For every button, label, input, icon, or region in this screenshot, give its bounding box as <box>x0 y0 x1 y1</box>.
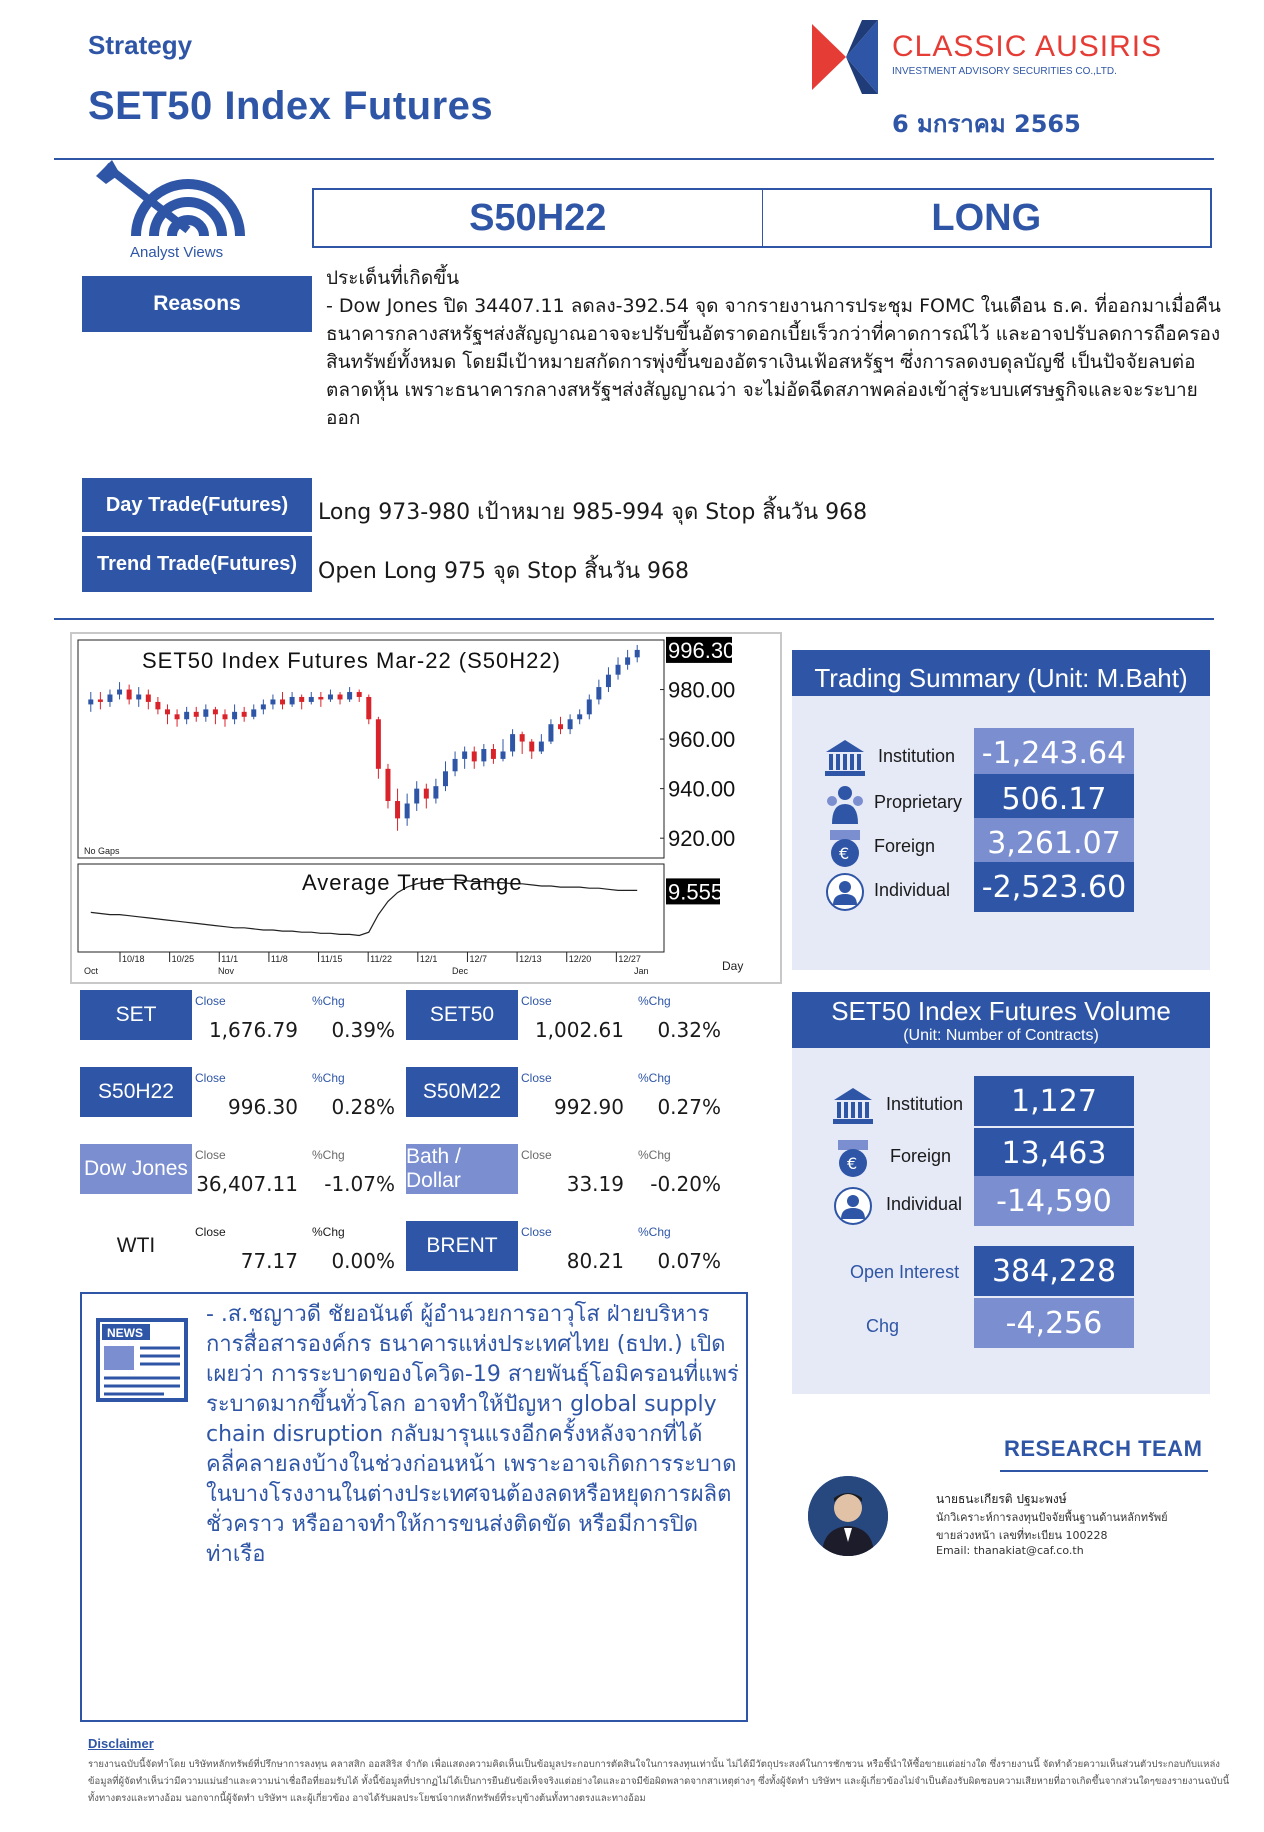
close-caption: Close <box>195 1148 226 1162</box>
news-icon-label: NEWS <box>107 1326 143 1340</box>
chg-caption: %Chg <box>638 1225 671 1239</box>
person-icon <box>822 872 868 912</box>
x-tick-label: 12/1 <box>419 954 438 964</box>
market-chg-value: 0.07% <box>657 1249 721 1273</box>
y-tick-label: 980.00 <box>668 677 736 703</box>
volume-header <box>792 992 1210 1048</box>
analyst-avatar <box>808 1476 888 1556</box>
volume-row-label: Institution <box>886 1094 964 1114</box>
candle-body <box>213 709 218 714</box>
group-icon <box>822 784 868 824</box>
x-tick-label: 11/1 <box>221 954 239 964</box>
volume-row-icon <box>830 1138 876 1178</box>
x-tick-label: 12/20 <box>568 954 592 964</box>
candle-body <box>395 801 400 818</box>
chart-note: No Gaps <box>84 846 120 856</box>
x-tick-label: 11/22 <box>370 954 393 964</box>
candle-body <box>270 699 275 704</box>
candle-body <box>328 695 333 700</box>
candle-body <box>88 699 93 704</box>
chg-label: Chg <box>866 1316 900 1336</box>
x-axis-label: Day <box>722 959 744 973</box>
x-tick-label: 11/15 <box>320 954 343 964</box>
euro-money-icon <box>822 828 868 868</box>
research-team-title: RESEARCH TEAM <box>1004 1436 1203 1461</box>
volume-subtitle: (Unit: Number of Contracts) <box>903 1027 1099 1044</box>
y-tick-label: 940.00 <box>668 776 736 802</box>
trend-trade-text: Open Long 975 จุด Stop สิ้นวัน 968 <box>318 559 689 584</box>
chg-caption: %Chg <box>638 1148 671 1162</box>
candle-body <box>481 749 486 761</box>
day-trade-text: Long 973-980 เป้าหมาย 985-994 จุด Stop สิ้นวัน 968 <box>318 500 868 525</box>
candle-body <box>433 786 438 798</box>
candle-body <box>491 749 496 759</box>
market-tile-name: S50H22 <box>80 1067 192 1117</box>
candle-body <box>318 697 323 699</box>
candle-body <box>184 712 189 719</box>
market-tile-name: SET <box>80 990 192 1040</box>
analyst-views-label: Analyst Views <box>130 244 224 261</box>
close-caption: Close <box>195 994 226 1008</box>
market-chg-value: 0.32% <box>657 1018 721 1042</box>
candle-body <box>443 771 448 786</box>
news-text: - .ส.ชญาวดี ชัยอนันต์ ผู้อำนวยการอาวุโส ฝ่ายบริหารการสื่อสารองค์กร ธนาคารแห่งประเทศไทย (ธปท.) เปิดเผยว่า การระบาดของโควิด-19 สายพันธุ์โอมิครอนที่แพร่ระบาดมากขึ้นทั่วโลก อาจทำให้ปัญหา global supply chain disruption กลับมารุนแรงอีกครั้งหลังจากที่ได้คลี่คลายลงบ้างในช่วงก่อนหน้า เพราะอาจเกิดการระบาดในบางโรงงานในต่างประเทศจนต้องลดหรือหยุดการผลิตชั่วคราว หรืออาจทำให้การขนส่งติดขัด หรือมีการปิดท่าเรือ <box>206 1302 739 1567</box>
candle-body <box>548 724 553 741</box>
summary-row-label: Institution <box>878 746 956 766</box>
volume-row-label: Individual <box>886 1194 963 1214</box>
candle-body <box>357 692 362 697</box>
candle-body <box>98 699 103 701</box>
candle-body <box>165 709 170 714</box>
market-chg-value: -1.07% <box>324 1172 395 1196</box>
y-tick-label: 960.00 <box>668 727 736 753</box>
volume-row-value: 13,463 <box>974 1128 1134 1178</box>
open-interest-label: Open Interest <box>850 1262 960 1282</box>
market-tile-name: Dow Jones <box>80 1144 192 1194</box>
candle-body <box>510 734 515 751</box>
x-tick-label: 12/7 <box>469 954 487 964</box>
candle-body <box>261 704 266 709</box>
candle-body <box>472 751 477 761</box>
euro-money-icon <box>830 1138 876 1178</box>
candle-body <box>175 714 180 719</box>
candle-body <box>309 697 314 702</box>
market-chg-value: 0.00% <box>331 1249 395 1273</box>
day-trade-tag: Day Trade(Futures) <box>82 478 312 532</box>
candle-body <box>501 751 506 758</box>
signal-box <box>312 188 1212 248</box>
section-divider <box>54 618 1214 620</box>
analyst-photo-icon <box>808 1476 888 1556</box>
candle-body <box>558 724 563 729</box>
reasons-heading: ประเด็นที่เกิดขึ้น <box>326 267 460 289</box>
x-month-label: Nov <box>218 966 235 976</box>
market-close-value: 33.19 <box>566 1172 624 1196</box>
summary-row-value: -1,243.64 <box>974 728 1134 778</box>
chg-caption: %Chg <box>638 1071 671 1085</box>
candle-body <box>405 804 410 819</box>
analyst-name: นายธนะเกียรติ ปฐมะพงษ์ <box>936 1492 1067 1506</box>
volume-row-label: Foreign <box>890 1146 952 1166</box>
chg-caption: %Chg <box>312 1071 345 1085</box>
market-tile-name: BRENT <box>406 1221 518 1271</box>
market-chg-value: 0.39% <box>331 1018 395 1042</box>
market-chg-value: 0.28% <box>331 1095 395 1119</box>
candle-body <box>223 714 228 719</box>
market-chg-value: 0.27% <box>657 1095 721 1119</box>
candle-body <box>520 734 525 741</box>
x-tick-label: 10/18 <box>122 954 145 964</box>
candle-body <box>347 692 352 699</box>
atr-title: Average True Range <box>302 870 523 895</box>
brand-name: CLASSIC AUSIRIS <box>892 30 1163 63</box>
candle-body <box>577 714 582 719</box>
market-close-value: 36,407.11 <box>196 1172 298 1196</box>
candle-body <box>529 742 534 752</box>
market-tile-name: S50M22 <box>406 1067 518 1117</box>
research-divider <box>1000 1470 1208 1472</box>
market-close-value: 1,002.61 <box>534 1018 624 1042</box>
candle-body <box>568 719 573 729</box>
company-logo-icon <box>812 20 878 94</box>
chart-canvas <box>72 634 780 982</box>
candle-body <box>280 699 285 704</box>
bank-icon <box>830 1086 876 1126</box>
candle-body <box>232 712 237 719</box>
disclaimer-title: Disclaimer <box>88 1736 154 1751</box>
open-interest-value: 384,228 <box>974 1246 1134 1296</box>
disclaimer-text: รายงานฉบับนี้จัดทำโดย บริษัทหลักทรัพย์ที่ปรึกษาการลงทุน คลาสสิก ออสสิริส จำกัด เพื่อแสดงความคิดเห็นเป็นข้อมูลประกอบการตัดสินใจในการลงทุนเท่านั้น ไม่ได้มีวัตถุประสงค์ในการชักชวน หรือชี้นำให้ซื้อขายแต่อย่างใด ซึ่งรายงานนี้ จัดทำด้วยความเห็นส่วนตัวประกอบกับแหล่งข้อมูลที่ผู้จัดทำเห็นว่ามีความแม่นยำและความน่าเชื่อถือที่ยอมรับได้ ทั้งนี้ข้อมูลที่ปรากฏไม่ได้เป็นการยืนยันข้อเท็จจริงแต่อย่างใดและอาจมีข้อผิดพลาดจากสาเหตุต่างๆ ซึ่งทั้งผู้จัดทำ บริษัทฯ และผู้เกี่ยวข้องไม่จำเป็นต้องรับผิดชอบความเสียหายที่อาจเกิดขึ้นจากส่วนใดๆของรายงานฉบับนี้ทั้งทางตรงและทางอ้อม นอกจากนี้ผู้จัดทำ บริษัทฯ และผู้เกี่ยวข้อง อาจได้รับผลประโยชน์จากหลักทรัพย์ที่ระบุข้างต้นทั้งทางตรงและทางอ้อม <box>88 1759 1230 1804</box>
x-month-label: Jan <box>634 966 649 976</box>
newspaper-icon <box>94 1316 190 1404</box>
trend-trade-tag: Trend Trade(Futures) <box>82 536 312 592</box>
close-caption: Close <box>195 1225 226 1239</box>
market-tile-name: SET50 <box>406 990 518 1040</box>
trading-summary-title: Trading Summary (Unit: M.Baht) <box>792 650 1210 706</box>
volume-row-value: 1,127 <box>974 1076 1134 1126</box>
volume-row-icon <box>830 1186 876 1226</box>
candle-body <box>424 789 429 799</box>
candle-body <box>251 709 256 716</box>
candle-body <box>366 697 371 719</box>
market-close-value: 996.30 <box>228 1095 298 1119</box>
candle-body <box>203 709 208 716</box>
candle-body <box>376 719 381 769</box>
atr-last-label: 9.555 <box>668 879 724 905</box>
candle-body <box>414 789 419 804</box>
candle-body <box>625 657 630 664</box>
candle-body <box>587 699 592 714</box>
x-month-label: Oct <box>84 966 99 976</box>
candle-body <box>242 712 247 717</box>
chg-caption: %Chg <box>312 1148 345 1162</box>
candle-body <box>635 650 640 657</box>
report-date: 6 มกราคม 2565 <box>892 110 1081 138</box>
x-tick-label: 12/27 <box>618 954 641 964</box>
position-signal: LONG <box>931 196 1042 239</box>
x-month-label: Dec <box>452 966 469 976</box>
summary-row-label: Individual <box>874 880 951 900</box>
candle-body <box>107 695 112 702</box>
chg-caption: %Chg <box>312 994 345 1008</box>
candle-body <box>385 769 390 801</box>
candle-body <box>338 695 343 700</box>
summary-row-icon <box>822 828 868 868</box>
svg-text:€: € <box>839 844 850 863</box>
candle-body <box>136 695 141 700</box>
candle-body <box>539 742 544 752</box>
summary-row-icon <box>822 784 868 824</box>
summary-row-label: Proprietary <box>874 792 963 812</box>
analyst-license: ขายล่วงหน้า เลขที่ทะเบียน 100228 <box>936 1529 1108 1542</box>
market-tile-name: WTI <box>116 1234 156 1257</box>
volume-row-value: -14,590 <box>974 1176 1134 1226</box>
chg-caption: %Chg <box>312 1225 345 1239</box>
candle-body <box>194 712 199 717</box>
candle-body <box>127 690 132 700</box>
contract-symbol: S50H22 <box>314 190 763 246</box>
page-title: SET50 Index Futures <box>88 84 494 128</box>
candle-body <box>290 697 295 704</box>
candle-body <box>146 695 151 702</box>
x-tick-label: 10/25 <box>171 954 195 964</box>
close-caption: Close <box>521 994 552 1008</box>
summary-row-value: -2,523.60 <box>974 862 1134 912</box>
market-close-value: 77.17 <box>240 1249 298 1273</box>
reasons-tag: Reasons <box>82 276 312 332</box>
reasons-text <box>326 264 1226 432</box>
summary-row-icon <box>822 738 868 778</box>
bank-icon <box>822 738 868 778</box>
market-close-value: 80.21 <box>566 1249 624 1273</box>
chg-caption: %Chg <box>638 994 671 1008</box>
candle-body <box>606 675 611 687</box>
section-label: Strategy <box>88 30 193 60</box>
chg-value: -4,256 <box>974 1298 1134 1348</box>
candle-body <box>453 759 458 771</box>
svg-text:€: € <box>847 1154 858 1173</box>
price-chart <box>70 632 782 984</box>
x-tick-label: 12/13 <box>519 954 542 964</box>
summary-row-label: Foreign <box>874 836 936 856</box>
brand-subtitle: INVESTMENT ADVISORY SECURITIES CO.,LTD. <box>892 66 1117 77</box>
summary-row-value: 3,261.07 <box>974 818 1134 868</box>
candle-body <box>155 702 160 709</box>
summary-row-value: 506.17 <box>974 774 1134 824</box>
candle-body <box>616 665 621 675</box>
market-close-value: 992.90 <box>554 1095 624 1119</box>
analyst-role: นักวิเคราะห์การลงทุนปัจจัยพื้นฐานด้านหลักทรัพย์ <box>936 1511 1168 1524</box>
candle-body <box>462 751 467 758</box>
analyst-email: Email: thanakiat@caf.co.th <box>936 1544 1084 1557</box>
chart-title: SET50 Index Futures Mar-22 (S50H22) <box>142 648 561 673</box>
last-price-label: 996.30 <box>668 637 736 663</box>
volume-row-icon <box>830 1086 876 1126</box>
candle-body <box>596 687 601 699</box>
close-caption: Close <box>521 1148 552 1162</box>
close-caption: Close <box>195 1071 226 1085</box>
candle-body <box>299 697 304 702</box>
close-caption: Close <box>521 1071 552 1085</box>
reasons-body: - Dow Jones ปิด 34407.11 ลดลง-392.54 จุด จากรายงานการประชุม FOMC ในเดือน ธ.ค. ที่ออกมาเมื่อคืน ธนาคารกลางสหรัฐฯส่งสัญญาณอาจจะปรับขึ้นอัตราดอกเบี้ยเร็วกว่าที่คาดการณ์ไว้ และอาจปรับลดการถือครองสินทรัพย์ทั้งหมด โดยมีเป้าหมายสกัดการพุ่งขึ้นของอัตราเงินเฟ้อสหรัฐฯ ซึ่งการลดงบดุลบัญชี เป็นปัจจัยลบต่อตลาดหุ้น เพราะธนาคารกลางสหรัฐฯส่งสัญญาณว่า จะไม่อัดฉีดสภาพคล่องเข้าสู่ระบบเศรษฐกิจและจะระบายออก <box>326 295 1221 429</box>
market-close-value: 1,676.79 <box>208 1018 298 1042</box>
person-icon <box>830 1186 876 1226</box>
market-tile-name: Bath / Dollar <box>406 1144 518 1194</box>
volume-title: SET50 Index Futures Volume <box>831 996 1171 1026</box>
market-chg-value: -0.20% <box>650 1172 721 1196</box>
summary-row-icon <box>822 872 868 912</box>
candle-body <box>117 690 122 695</box>
x-tick-label: 11/8 <box>270 954 288 964</box>
y-tick-label: 920.00 <box>668 826 736 852</box>
close-caption: Close <box>521 1225 552 1239</box>
